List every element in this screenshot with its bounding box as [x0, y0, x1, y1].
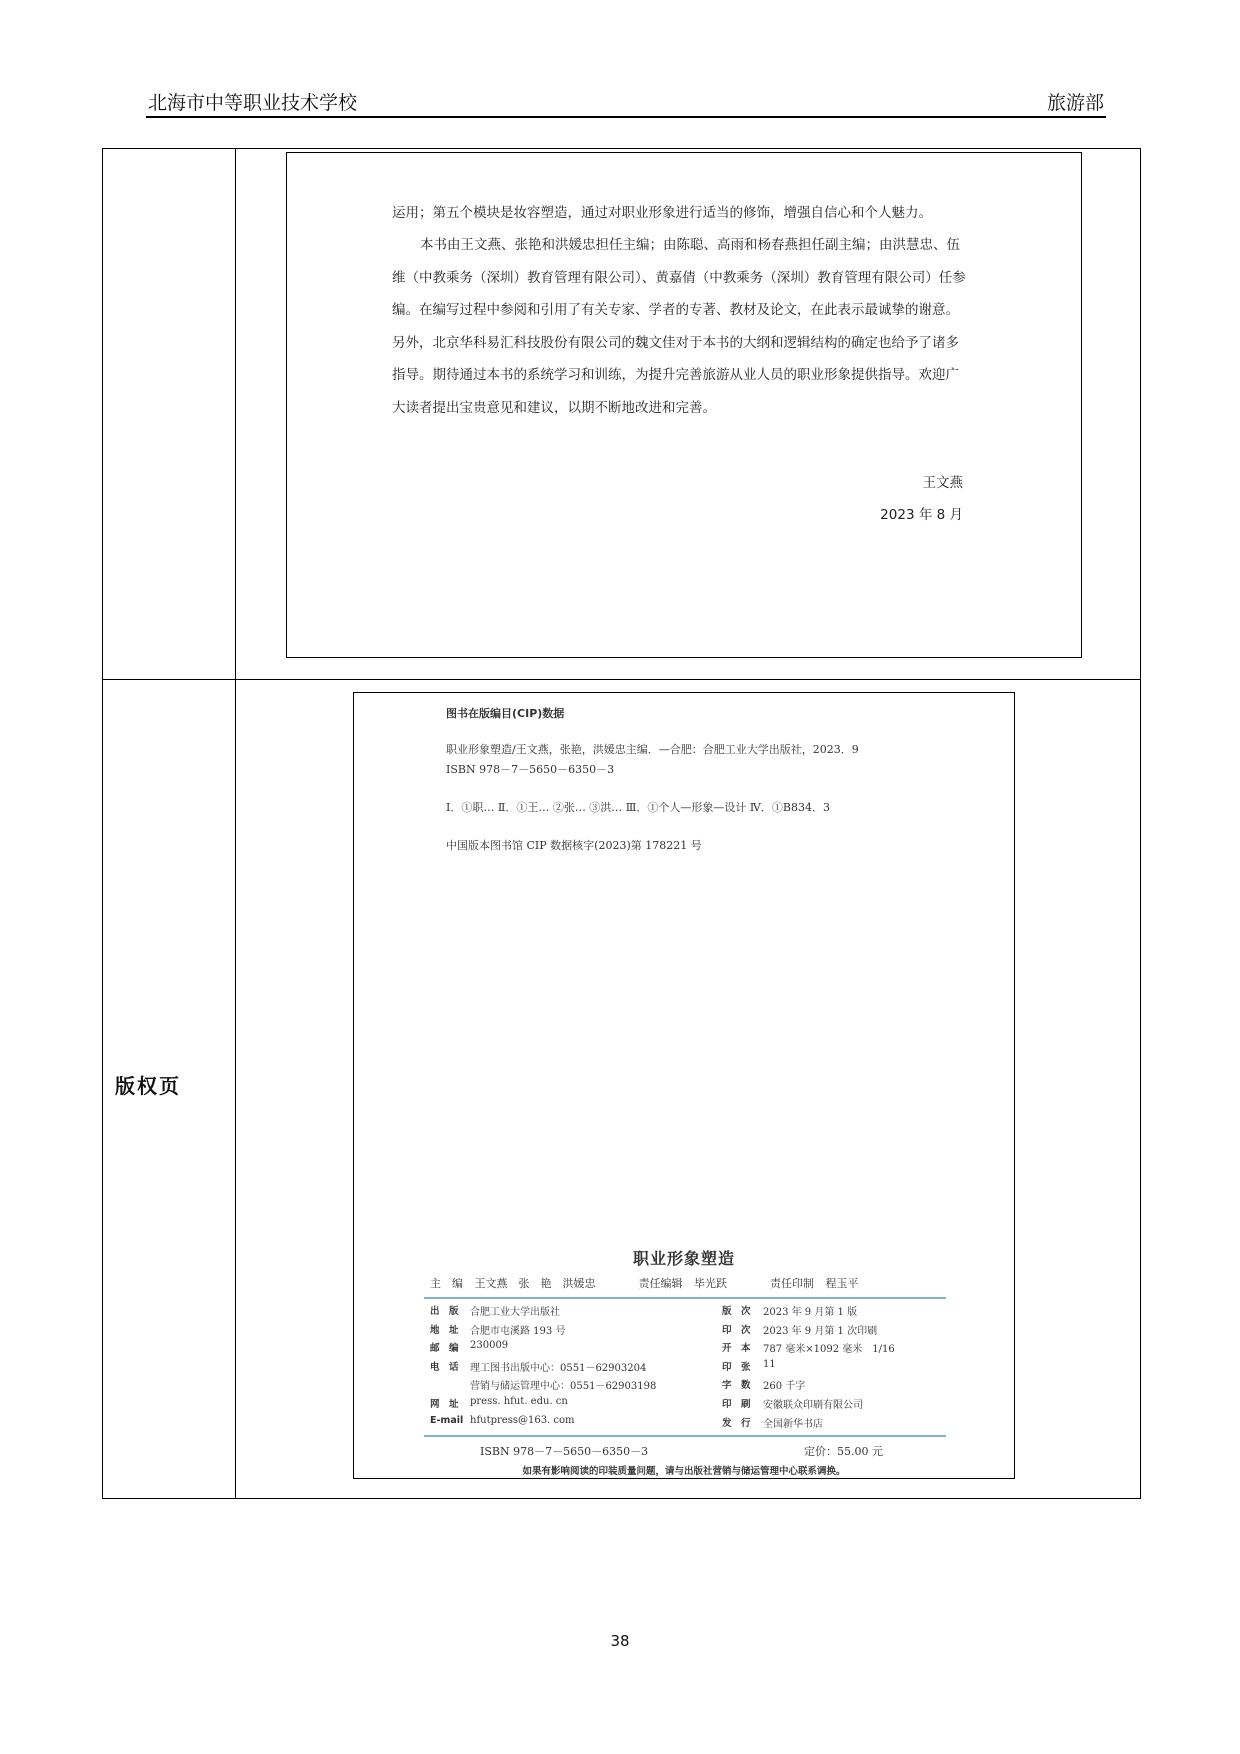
- isbn: ISBN 978－7－5650－6350－3: [480, 1445, 649, 1458]
- header-department: 旅游部: [1046, 92, 1104, 114]
- pub-key: 网 址: [430, 1398, 459, 1410]
- pub-value: 2023 年 9 月第 1 版: [763, 1307, 858, 1318]
- cip-line-2: ISBN 978－7－5650－6350－3: [446, 763, 615, 776]
- pub-key: 电 话: [430, 1361, 459, 1373]
- cip-line-4: 中国版本图书馆 CIP 数据核字(2023)第 178221 号: [446, 839, 702, 852]
- preface-paragraph-2: [392, 229, 967, 424]
- chief-editor-label: 主 编: [430, 1277, 463, 1290]
- divider-top: [424, 1297, 946, 1299]
- quality-notice: 如果有影响阅读的印装质量问题，请与出版社营销与储运管理中心联系调换。: [522, 1466, 846, 1477]
- pub-value: 260 千字: [763, 1381, 806, 1393]
- responsible-print: 程玉平: [825, 1277, 859, 1290]
- price: 定价：55.00 元: [804, 1445, 883, 1458]
- pub-key: 发 行: [722, 1417, 751, 1429]
- pub-value: hfutpress@163. com: [470, 1414, 575, 1426]
- pub-value: 787 毫米×1092 毫米 1/16: [763, 1344, 895, 1356]
- table-row-copyright: [103, 680, 1141, 1499]
- copyright-page-image: [353, 692, 1015, 1479]
- cip-heading: 图书在版编目(CIP)数据: [446, 707, 565, 720]
- pub-key: 印 刷: [722, 1398, 751, 1410]
- header-school-name: 北海市中等职业技术学校: [148, 92, 358, 114]
- responsible-editor: 毕光跃: [694, 1277, 727, 1290]
- pub-key: E-mail: [430, 1414, 464, 1426]
- preface-date: 2023 年 8 月: [880, 507, 963, 523]
- pub-row: [430, 1322, 950, 1341]
- pub-value: 11: [763, 1358, 776, 1370]
- pub-value: 230009: [470, 1340, 509, 1352]
- row1-content-cell: [236, 149, 1141, 680]
- preface-excerpt-image: [286, 152, 1082, 658]
- pub-value: 合肥市屯溪路 193 号: [470, 1325, 566, 1337]
- book-title: 职业形象塑造: [632, 1249, 735, 1268]
- pub-value: 合肥工业大学出版社: [470, 1307, 560, 1318]
- content-table: [102, 148, 1141, 1499]
- row2-content-cell: [236, 680, 1141, 1499]
- pub-key: 邮 编: [430, 1343, 459, 1355]
- table-row-preface: [103, 149, 1141, 680]
- pub-value: 2023 年 9 月第 1 次印刷: [763, 1325, 878, 1337]
- pub-key: 出 版: [430, 1306, 459, 1317]
- pub-row: [430, 1377, 950, 1396]
- page-header: [146, 86, 1106, 118]
- cip-line-3: Ⅰ．①职… Ⅱ．①王… ②张… ③洪… Ⅲ．①个人—形象—设计 Ⅳ．①B834．3: [446, 801, 830, 814]
- copyright-page-label: 版权页: [115, 1074, 181, 1098]
- pub-key: 开 本: [722, 1343, 751, 1355]
- row2-label-cell: [103, 680, 236, 1499]
- credits-line: [430, 1275, 867, 1291]
- pub-row: [430, 1396, 950, 1415]
- pub-key: 字 数: [722, 1380, 751, 1392]
- cip-line-1: 职业形象塑造/王文燕，张艳，洪媛忠主编．—合肥：合肥工业大学出版社，2023．9: [446, 743, 859, 756]
- pub-key: 版 次: [722, 1306, 751, 1317]
- pub-key: 印 次: [722, 1324, 751, 1336]
- chief-editors: 王文燕 张 艳 洪媛忠: [474, 1277, 596, 1290]
- pub-value: 理工图书出版中心：0551－62903204: [470, 1362, 647, 1374]
- pub-row: [430, 1340, 950, 1359]
- page-number: 38: [610, 1632, 630, 1650]
- pub-value: press. hfut. edu. cn: [470, 1395, 568, 1407]
- pub-row: [430, 1303, 950, 1322]
- responsible-editor-label: 责任编辑: [638, 1277, 683, 1290]
- publication-info: [430, 1303, 950, 1433]
- row1-label-cell: [103, 149, 236, 680]
- divider-bottom: [424, 1435, 946, 1437]
- pub-value: 营销与储运管理中心：0551－62903198: [470, 1381, 657, 1393]
- preface-line-1: 运用；第五个模块是妆容塑造，通过对职业形象进行适当的修饰，增强自信心和个人魅力。: [392, 205, 932, 221]
- pub-value: 全国新华书店: [763, 1418, 823, 1430]
- pub-key: 地 址: [430, 1324, 459, 1336]
- pub-row: [430, 1415, 950, 1434]
- pub-row: [430, 1359, 950, 1378]
- pub-key: 印 张: [722, 1361, 751, 1373]
- pub-value: 安徽联众印刷有限公司: [763, 1399, 863, 1411]
- preface-author: 王文燕: [922, 475, 963, 491]
- preface-paragraph-2-text: 本书由王文燕、张艳和洪媛忠担任主编；由陈聪、高雨和杨春燕担任副主编；由洪慧忠、伍维（中教乘务（深圳）教育管理有限公司）、黄嘉倩（中教乘务（深圳）教育管理有限公司）任参编。在编写过程中参阅和引用了有关专家、学者的专著、教材及论文，在此表示最诚挚的谢意。另外，北京华科易汇科技股份有限公司的魏文佳对于本书的大纲和逻辑结构的确定也给予了诸多指导。期待通过本书的系统学习和训练，为提升完善旅游从业人员的职业形象提供指导。欢迎广大读者提出宝贵意见和建议，以期不断地改进和完善。: [392, 237, 966, 416]
- responsible-print-label: 责任印制: [770, 1277, 814, 1290]
